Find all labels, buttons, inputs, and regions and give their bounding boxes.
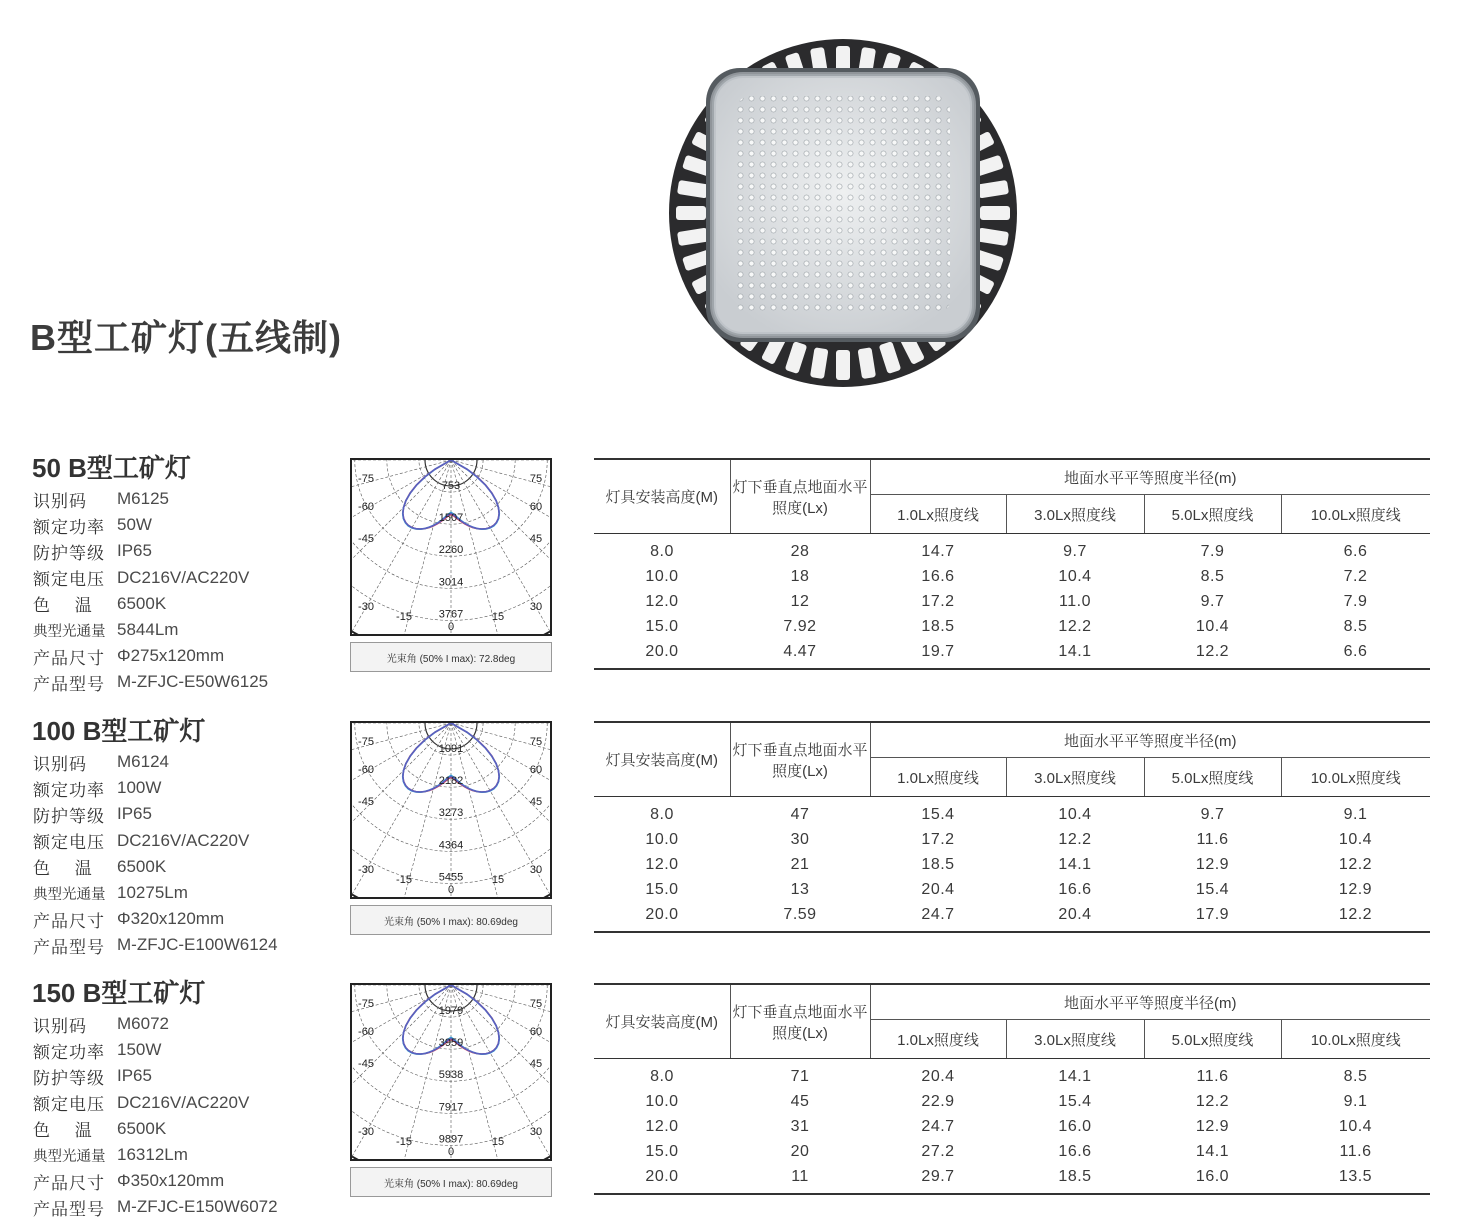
spec-model xyxy=(33,1194,278,1220)
table-cell: 30 xyxy=(790,830,810,848)
table-row xyxy=(594,902,1430,932)
table-row xyxy=(594,852,1430,877)
header-1lx: 1.0Lx照度线 xyxy=(870,1020,1006,1059)
polar-ring-label: 2182 xyxy=(438,775,464,788)
spec-label: 防护等级 xyxy=(33,1068,105,1088)
table-cell: 10.0 xyxy=(645,1092,679,1110)
table-cell: 9.7 xyxy=(1200,592,1225,610)
polar-ring-label: 5455 xyxy=(438,871,464,884)
spec-id-code xyxy=(33,486,268,512)
table-cell: 27.2 xyxy=(921,1142,955,1160)
spec-value: Φ275x120mm xyxy=(117,646,225,666)
table-cell: 17.2 xyxy=(921,830,955,848)
table-cell: 6.6 xyxy=(1343,542,1368,560)
spec-ip xyxy=(33,538,268,564)
spec-label: 典型光通量 xyxy=(33,623,106,640)
table-row xyxy=(594,534,1430,565)
table-cell: 21 xyxy=(790,855,810,873)
table-cell: 28 xyxy=(790,542,810,560)
table-cell: 14.1 xyxy=(1058,855,1092,873)
spec-label: 额定功率 xyxy=(33,1042,105,1062)
polar-angle-label: -45 xyxy=(358,533,374,545)
header-5lx: 5.0Lx照度线 xyxy=(1144,758,1281,797)
polar-angle-label: 15 xyxy=(491,874,505,886)
spec-label: 产品尺寸 xyxy=(33,911,105,931)
table-row xyxy=(594,827,1430,852)
spec-value: M-ZFJC-E50W6125 xyxy=(117,672,269,692)
table-cell: 14.1 xyxy=(1195,1142,1230,1160)
table-cell: 71 xyxy=(790,1067,810,1085)
table-cell: 9.7 xyxy=(1063,542,1087,560)
table-cell: 6.6 xyxy=(1281,639,1430,669)
polar-angle-label: -30 xyxy=(358,1126,374,1138)
spec-power xyxy=(33,1037,278,1063)
table-row xyxy=(594,1139,1430,1164)
table-cell: 8.0 xyxy=(650,1067,674,1085)
table-cell: 7.2 xyxy=(1343,567,1368,585)
table-cell: 12.9 xyxy=(1195,855,1230,873)
beam-angle-label: 光束角 (50% I max): 80.69deg xyxy=(350,905,552,935)
polar-angle-label: 45 xyxy=(529,533,543,545)
spec-cct xyxy=(33,1116,278,1142)
header-10lx: 10.0Lx照度线 xyxy=(1281,495,1430,534)
spec-label: 典型光通量 xyxy=(33,1148,106,1165)
polar-ring-label: 1091 xyxy=(438,743,464,756)
header-radius-group: 地面水平平等照度半径(m) xyxy=(870,459,1430,495)
polar-angle-label: -45 xyxy=(358,796,374,808)
spec-value: M-ZFJC-E150W6072 xyxy=(117,1197,278,1217)
spec-label: 额定电压 xyxy=(33,570,105,590)
polar-angle-label: -60 xyxy=(358,1026,374,1038)
spec-cct xyxy=(33,854,278,880)
spec-label: 典型光通量 xyxy=(33,886,106,903)
table-cell: 7.9 xyxy=(1200,542,1225,560)
table-cell: 22.9 xyxy=(921,1092,955,1110)
spec-value: M6124 xyxy=(117,752,169,772)
table-row xyxy=(594,589,1430,614)
spec-power xyxy=(33,775,278,801)
header-3lx: 3.0Lx照度线 xyxy=(1006,758,1144,797)
table-cell: 14.1 xyxy=(1006,639,1144,669)
spec-value: DC216V/AC220V xyxy=(117,830,250,850)
table-cell: 10.4 xyxy=(1058,567,1092,585)
table-cell: 16.0 xyxy=(1058,1117,1092,1135)
spec-model xyxy=(33,932,278,958)
table-cell: 29.7 xyxy=(870,1164,1006,1194)
table-row xyxy=(594,564,1430,589)
illuminance-table xyxy=(594,721,1430,933)
header-1lx: 1.0Lx照度线 xyxy=(870,495,1006,534)
table-cell: 15.0 xyxy=(645,880,679,898)
table-cell: 20.4 xyxy=(1006,902,1144,932)
spec-label: 色 温 xyxy=(33,596,93,616)
spec-size xyxy=(33,906,278,932)
high-bay-lamp-photo xyxy=(658,38,1028,393)
section-title: 50 B型工矿灯 xyxy=(32,453,191,483)
table-cell: 9.1 xyxy=(1343,805,1368,823)
table-row xyxy=(594,614,1430,639)
header-height: 灯具安装高度(M) xyxy=(594,722,730,797)
spec-label: 识别码 xyxy=(33,754,87,774)
table-row xyxy=(594,877,1430,902)
table-row xyxy=(594,1059,1430,1090)
header-height: 灯具安装高度(M) xyxy=(594,984,730,1059)
table-cell: 18.5 xyxy=(1006,1164,1144,1194)
spec-label: 识别码 xyxy=(33,491,87,511)
spec-power xyxy=(33,512,268,538)
table-cell: 12.2 xyxy=(1195,1092,1230,1110)
polar-angle-label: 0 xyxy=(447,1146,455,1158)
table-cell: 12 xyxy=(790,592,810,610)
spec-size xyxy=(33,643,268,669)
spec-value: M6125 xyxy=(117,489,169,509)
header-10lx: 10.0Lx照度线 xyxy=(1281,1020,1430,1059)
polar-angle-label: 15 xyxy=(491,1136,505,1148)
header-center-lux: 灯下垂直点地面水平照度(Lx) xyxy=(730,722,870,797)
polar-angle-label: 15 xyxy=(491,611,505,623)
spec-model xyxy=(33,669,268,695)
spec-ip xyxy=(33,1063,278,1089)
spec-value: 50W xyxy=(117,515,152,535)
polar-ring-label: 4364 xyxy=(438,839,464,852)
spec-value: Φ350x120mm xyxy=(117,1171,225,1191)
table-cell: 15.4 xyxy=(1058,1092,1092,1110)
table-cell: 7.9 xyxy=(1343,592,1368,610)
spec-flux xyxy=(33,1142,278,1168)
spec-label: 色 温 xyxy=(33,1121,93,1141)
spec-voltage xyxy=(33,565,268,591)
table-cell: 13.5 xyxy=(1281,1164,1430,1194)
table-cell: 12.0 xyxy=(645,592,679,610)
polar-angle-label: 45 xyxy=(529,1058,543,1070)
table-cell: 11.0 xyxy=(1059,592,1091,610)
table-cell: 8.0 xyxy=(650,542,674,560)
table-cell: 11.6 xyxy=(1196,1067,1229,1085)
polar-intensity-chart xyxy=(350,458,552,636)
table-cell: 16.0 xyxy=(1144,1164,1281,1194)
table-cell: 14.7 xyxy=(921,542,955,560)
polar-ring-label: 3014 xyxy=(438,576,464,589)
header-5lx: 5.0Lx照度线 xyxy=(1144,1020,1281,1059)
header-center-lux: 灯下垂直点地面水平照度(Lx) xyxy=(730,984,870,1059)
table-cell: 47 xyxy=(790,805,810,823)
spec-flux xyxy=(33,880,278,906)
polar-angle-label: -30 xyxy=(358,864,374,876)
table-cell: 18.5 xyxy=(921,855,955,873)
polar-ring-label: 5938 xyxy=(438,1069,464,1082)
polar-angle-label: -45 xyxy=(358,1058,374,1070)
table-cell: 13 xyxy=(790,880,810,898)
spec-id-code xyxy=(33,749,278,775)
polar-ring-label: 1507 xyxy=(438,512,464,525)
spec-cct xyxy=(33,591,268,617)
table-cell: 12.2 xyxy=(1058,617,1092,635)
table-cell: 12.0 xyxy=(645,855,679,873)
illuminance-table xyxy=(594,458,1430,670)
section-title: 150 B型工矿灯 xyxy=(32,978,206,1008)
spec-id-code xyxy=(33,1011,278,1037)
header-5lx: 5.0Lx照度线 xyxy=(1144,495,1281,534)
spec-voltage xyxy=(33,828,278,854)
polar-angle-label: -75 xyxy=(358,473,374,485)
table-cell: 11 xyxy=(730,1164,870,1194)
section-title: 100 B型工矿灯 xyxy=(32,716,206,746)
table-cell: 16.6 xyxy=(921,567,955,585)
spec-label: 产品型号 xyxy=(33,1199,105,1219)
table-cell: 11.6 xyxy=(1339,1142,1372,1160)
header-1lx: 1.0Lx照度线 xyxy=(870,758,1006,797)
spec-ip xyxy=(33,801,278,827)
polar-ring-label: 3273 xyxy=(438,807,464,820)
spec-value: 6500K xyxy=(117,1118,167,1138)
table-cell: 19.7 xyxy=(870,639,1006,669)
table-row xyxy=(594,1089,1430,1114)
polar-angle-label: -15 xyxy=(396,874,412,886)
table-cell: 20.4 xyxy=(921,1067,955,1085)
header-10lx: 10.0Lx照度线 xyxy=(1281,758,1430,797)
spec-label: 识别码 xyxy=(33,1016,87,1036)
product-section-150w xyxy=(0,973,1461,1228)
spec-voltage xyxy=(33,1090,278,1116)
table-cell: 8.5 xyxy=(1200,567,1225,585)
polar-angle-label: 75 xyxy=(529,473,543,485)
table-cell: 12.9 xyxy=(1338,880,1373,898)
polar-ring-label: 1979 xyxy=(438,1005,464,1018)
table-cell: 17.2 xyxy=(921,592,955,610)
table-cell: 31 xyxy=(790,1117,810,1135)
polar-angle-label: 30 xyxy=(529,1126,543,1138)
polar-angle-label: 0 xyxy=(447,621,455,633)
spec-value: 5844Lm xyxy=(117,620,179,640)
beam-angle-label: 光束角 (50% I max): 80.69deg xyxy=(350,1167,552,1197)
table-cell: 17.9 xyxy=(1144,902,1281,932)
table-cell: 12.0 xyxy=(645,1117,679,1135)
table-cell: 9.7 xyxy=(1200,805,1225,823)
spec-value: DC216V/AC220V xyxy=(117,567,250,587)
spec-label: 额定电压 xyxy=(33,833,105,853)
table-row xyxy=(594,639,1430,669)
polar-angle-label: 45 xyxy=(529,796,543,808)
polar-angle-label: -75 xyxy=(358,736,374,748)
table-cell: 20.0 xyxy=(594,639,730,669)
spec-size xyxy=(33,1168,278,1194)
spec-label: 产品型号 xyxy=(33,674,105,694)
spec-label: 额定电压 xyxy=(33,1095,105,1115)
table-cell: 15.4 xyxy=(921,805,955,823)
table-cell: 20 xyxy=(790,1142,810,1160)
table-cell: 12.2 xyxy=(1338,855,1373,873)
spec-value: 10275Lm xyxy=(117,883,188,903)
polar-ring-label: 2260 xyxy=(438,544,464,557)
spec-value: M6072 xyxy=(117,1014,169,1034)
product-section-50w xyxy=(0,448,1461,703)
table-cell: 8.5 xyxy=(1343,1067,1368,1085)
table-cell: 7.59 xyxy=(730,902,870,932)
table-cell: 9.1 xyxy=(1343,1092,1368,1110)
spec-label: 额定功率 xyxy=(33,780,105,800)
spec-list xyxy=(33,749,278,959)
table-cell: 11.6 xyxy=(1196,830,1229,848)
spec-value: DC216V/AC220V xyxy=(117,1092,250,1112)
polar-angle-label: -30 xyxy=(358,601,374,613)
table-row xyxy=(594,1164,1430,1194)
spec-label: 防护等级 xyxy=(33,543,105,563)
table-cell: 18 xyxy=(790,567,810,585)
polar-angle-label: -15 xyxy=(396,611,412,623)
polar-ring-label: 753 xyxy=(441,480,461,493)
spec-label: 产品型号 xyxy=(33,937,105,957)
table-cell: 18.5 xyxy=(921,617,955,635)
table-cell: 24.7 xyxy=(921,1117,955,1135)
polar-angle-label: 0 xyxy=(447,884,455,896)
table-cell: 16.6 xyxy=(1058,1142,1092,1160)
polar-angle-label: 75 xyxy=(529,736,543,748)
polar-angle-label: 30 xyxy=(529,601,543,613)
table-cell: 20.0 xyxy=(594,1164,730,1194)
table-cell: 15.0 xyxy=(645,617,679,635)
table-cell: 24.7 xyxy=(870,902,1006,932)
spec-label: 产品尺寸 xyxy=(33,1173,105,1193)
header-height: 灯具安装高度(M) xyxy=(594,459,730,534)
polar-angle-label: -60 xyxy=(358,501,374,513)
polar-intensity-chart xyxy=(350,721,552,899)
table-cell: 8.0 xyxy=(650,805,674,823)
polar-ring-label: 3767 xyxy=(438,608,464,621)
polar-angle-label: 30 xyxy=(529,864,543,876)
spec-value: IP65 xyxy=(117,1066,152,1086)
polar-angle-label: 60 xyxy=(529,764,543,776)
header-3lx: 3.0Lx照度线 xyxy=(1006,495,1144,534)
header-radius-group: 地面水平平等照度半径(m) xyxy=(870,984,1430,1020)
header-3lx: 3.0Lx照度线 xyxy=(1006,1020,1144,1059)
table-cell: 10.0 xyxy=(645,567,679,585)
table-cell: 10.4 xyxy=(1338,1117,1373,1135)
spec-value: IP65 xyxy=(117,541,152,561)
spec-value: M-ZFJC-E100W6124 xyxy=(117,935,278,955)
polar-ring-label: 3959 xyxy=(438,1037,464,1050)
polar-angle-label: 60 xyxy=(529,1026,543,1038)
spec-label: 防护等级 xyxy=(33,806,105,826)
table-cell: 10.0 xyxy=(645,830,679,848)
spec-value: 6500K xyxy=(117,856,167,876)
spec-value: 16312Lm xyxy=(117,1145,188,1165)
polar-ring-label: 9897 xyxy=(438,1133,464,1146)
table-cell: 15.4 xyxy=(1195,880,1230,898)
table-cell: 45 xyxy=(790,1092,810,1110)
spec-flux xyxy=(33,617,268,643)
table-cell: 12.9 xyxy=(1195,1117,1230,1135)
polar-angle-label: -75 xyxy=(358,998,374,1010)
table-cell: 10.4 xyxy=(1058,805,1092,823)
spec-value: Φ320x120mm xyxy=(117,909,225,929)
table-cell: 20.4 xyxy=(921,880,955,898)
table-cell: 12.2 xyxy=(1058,830,1092,848)
spec-label: 色 温 xyxy=(33,859,93,879)
spec-value: 150W xyxy=(117,1040,162,1060)
polar-angle-label: -15 xyxy=(396,1136,412,1148)
polar-angle-label: 75 xyxy=(529,998,543,1010)
table-cell: 14.1 xyxy=(1058,1067,1092,1085)
table-cell: 16.6 xyxy=(1058,880,1092,898)
spec-label: 产品尺寸 xyxy=(33,648,105,668)
illuminance-table xyxy=(594,983,1430,1195)
polar-intensity-chart xyxy=(350,983,552,1161)
table-cell: 4.47 xyxy=(730,639,870,669)
table-row xyxy=(594,1114,1430,1139)
polar-angle-label: 60 xyxy=(529,501,543,513)
table-cell: 12.2 xyxy=(1144,639,1281,669)
table-cell: 20.0 xyxy=(594,902,730,932)
header-radius-group: 地面水平平等照度半径(m) xyxy=(870,722,1430,758)
spec-value: 100W xyxy=(117,778,162,798)
table-cell: 10.4 xyxy=(1338,830,1373,848)
spec-list xyxy=(33,1011,278,1221)
page-title: B型工矿灯(五线制) xyxy=(30,317,342,358)
table-cell: 7.92 xyxy=(783,617,817,635)
polar-ring-label: 7917 xyxy=(438,1101,464,1114)
table-row xyxy=(594,797,1430,828)
spec-label: 额定功率 xyxy=(33,517,105,537)
product-section-100w xyxy=(0,711,1461,966)
table-cell: 12.2 xyxy=(1281,902,1430,932)
table-cell: 10.4 xyxy=(1195,617,1230,635)
spec-value: 6500K xyxy=(117,593,167,613)
spec-list xyxy=(33,486,268,696)
polar-angle-label: -60 xyxy=(358,764,374,776)
header-center-lux: 灯下垂直点地面水平照度(Lx) xyxy=(730,459,870,534)
table-cell: 8.5 xyxy=(1343,617,1368,635)
table-cell: 15.0 xyxy=(645,1142,679,1160)
beam-angle-label: 光束角 (50% I max): 72.8deg xyxy=(350,642,552,672)
spec-value: IP65 xyxy=(117,804,152,824)
